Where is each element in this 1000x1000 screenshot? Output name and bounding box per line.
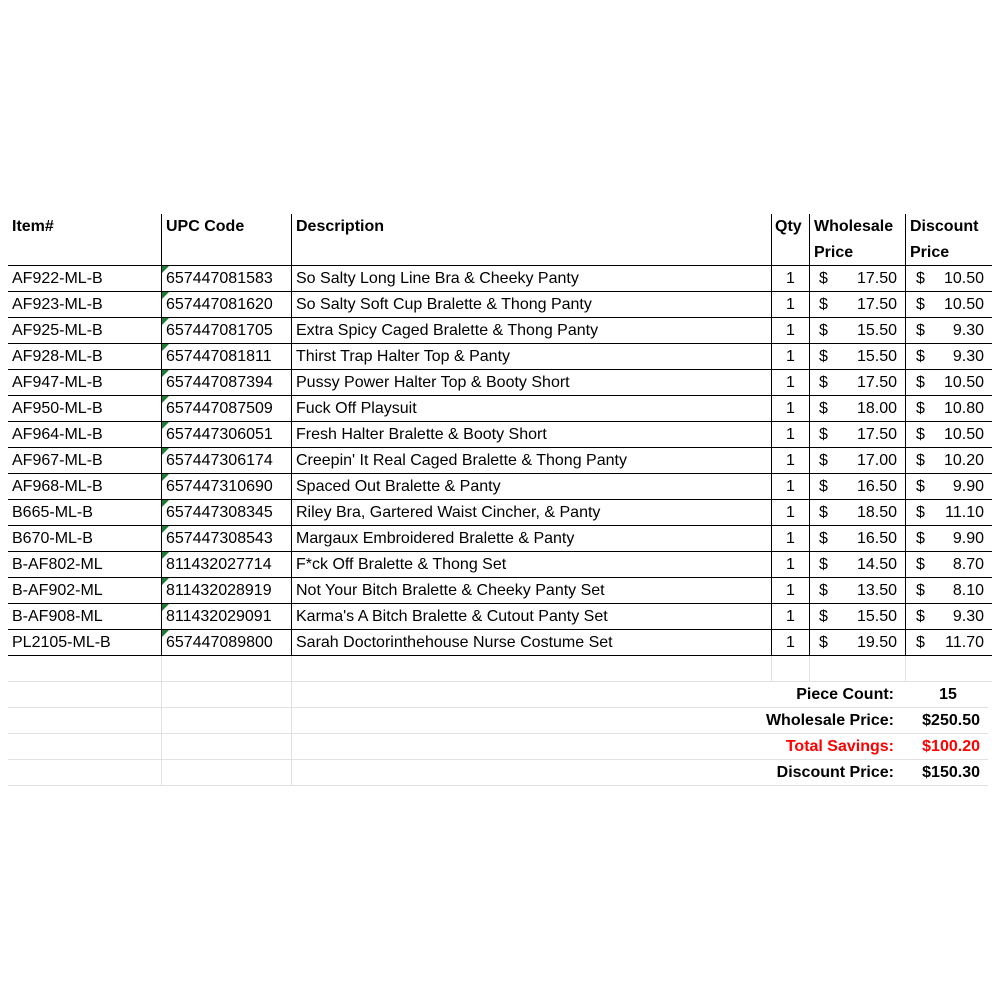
description-cell[interactable]: So Salty Soft Cup Bralette & Thong Panty: [292, 292, 772, 317]
qty-cell[interactable]: 1: [772, 526, 810, 551]
comment-indicator-icon: [162, 292, 169, 299]
wholesale-price-value: 13.50: [856, 582, 897, 599]
summary-label: Piece Count:: [292, 682, 902, 708]
blank-cell[interactable]: [8, 760, 162, 786]
blank-cell[interactable]: [906, 656, 992, 682]
currency-symbol: $: [916, 348, 925, 365]
item-number-cell[interactable]: AF925-ML-B: [8, 318, 162, 343]
description-cell[interactable]: So Salty Long Line Bra & Cheeky Panty: [292, 266, 772, 291]
summary-row: [8, 760, 992, 786]
blank-cell[interactable]: [292, 656, 772, 682]
item-number-cell[interactable]: AF968-ML-B: [8, 474, 162, 499]
item-number-cell[interactable]: AF947-ML-B: [8, 370, 162, 395]
wholesale-price-value: 18.50: [856, 504, 897, 521]
upc-code-cell[interactable]: [162, 266, 292, 291]
upc-code-text: 657447089800: [166, 634, 273, 651]
upc-code-cell[interactable]: [162, 604, 292, 629]
wholesale-price-value: 17.50: [856, 374, 897, 391]
qty-cell[interactable]: 1: [772, 474, 810, 499]
wholesale-price-value: 18.00: [856, 400, 897, 417]
upc-code-text: 657447081705: [166, 322, 273, 339]
discount-price-cell[interactable]: [906, 370, 992, 395]
wholesale-price-cell[interactable]: [810, 344, 906, 369]
currency-symbol: $: [916, 582, 925, 599]
upc-code-cell[interactable]: [162, 318, 292, 343]
wholesale-price-value: 15.50: [856, 608, 897, 625]
blank-cell[interactable]: [8, 708, 162, 734]
currency-symbol: $: [916, 322, 925, 339]
comment-indicator-icon: [162, 552, 169, 559]
discount-price-value: 10.50: [943, 426, 984, 443]
upc-code-text: 657447308543: [166, 530, 273, 547]
currency-symbol: $: [819, 426, 828, 443]
description-cell[interactable]: Spaced Out Bralette & Panty: [292, 474, 772, 499]
description-cell[interactable]: Riley Bra, Gartered Waist Cincher, & Panty: [292, 500, 772, 525]
blank-cell[interactable]: [772, 656, 810, 682]
description-cell[interactable]: Sarah Doctorinthehouse Nurse Costume Set: [292, 630, 772, 655]
summary-label: Discount Price:: [292, 760, 902, 786]
comment-indicator-icon: [162, 344, 169, 351]
comment-indicator-icon: [162, 396, 169, 403]
wholesale-price-value: 17.50: [856, 296, 897, 313]
currency-symbol: $: [916, 530, 925, 547]
description-cell[interactable]: Creepin' It Real Caged Bralette & Thong Panty: [292, 448, 772, 473]
table-row: [8, 344, 992, 370]
wholesale-price-cell[interactable]: [810, 370, 906, 395]
wholesale-price-cell[interactable]: [810, 448, 906, 473]
upc-code-cell[interactable]: [162, 552, 292, 577]
wholesale-price-cell[interactable]: [810, 552, 906, 577]
table-row: [8, 578, 992, 604]
blank-cell[interactable]: [162, 656, 292, 682]
currency-symbol: $: [916, 296, 925, 313]
currency-symbol: $: [819, 582, 828, 599]
table-row: [8, 500, 992, 526]
item-number-cell[interactable]: AF922-ML-B: [8, 266, 162, 291]
table-row: [8, 292, 992, 318]
header-upc[interactable]: UPC Code: [162, 214, 292, 265]
blank-cell[interactable]: [162, 760, 292, 786]
currency-symbol: $: [819, 634, 828, 651]
wholesale-price-cell[interactable]: [810, 474, 906, 499]
summary-row: [8, 734, 992, 760]
summary-section: [8, 682, 992, 786]
table-row: [8, 422, 992, 448]
currency-symbol: $: [916, 270, 925, 287]
discount-price-value: 9.30: [952, 608, 984, 625]
blank-cell[interactable]: [8, 682, 162, 708]
summary-label: Wholesale Price:: [292, 708, 902, 734]
qty-cell[interactable]: 1: [772, 630, 810, 655]
table-row: [8, 448, 992, 474]
header-item[interactable]: Item#: [8, 214, 162, 265]
wholesale-price-value: 19.50: [856, 634, 897, 651]
discount-price-value: 8.10: [952, 582, 984, 599]
qty-cell[interactable]: 1: [772, 266, 810, 291]
item-number-cell[interactable]: B-AF908-ML: [8, 604, 162, 629]
currency-symbol: $: [916, 374, 925, 391]
discount-price-cell[interactable]: [906, 630, 992, 655]
summary-value[interactable]: $250.50: [902, 708, 988, 734]
currency-symbol: $: [819, 322, 828, 339]
upc-code-text: 657447306174: [166, 452, 273, 469]
discount-price-cell[interactable]: [906, 292, 992, 317]
wholesale-price-cell[interactable]: [810, 578, 906, 603]
currency-symbol: $: [819, 452, 828, 469]
wholesale-price-cell[interactable]: [810, 500, 906, 525]
wholesale-price-value: 15.50: [856, 348, 897, 365]
wholesale-price-value: 17.50: [856, 270, 897, 287]
description-cell[interactable]: Margaux Embroidered Bralette & Panty: [292, 526, 772, 551]
discount-price-cell[interactable]: [906, 552, 992, 577]
upc-code-cell[interactable]: [162, 292, 292, 317]
blank-cell[interactable]: [162, 682, 292, 708]
comment-indicator-icon: [162, 630, 169, 637]
discount-price-value: 10.50: [943, 374, 984, 391]
qty-cell[interactable]: 1: [772, 422, 810, 447]
discount-price-cell[interactable]: [906, 578, 992, 603]
comment-indicator-icon: [162, 370, 169, 377]
currency-symbol: $: [916, 504, 925, 521]
item-number-cell[interactable]: AF923-ML-B: [8, 292, 162, 317]
currency-symbol: $: [916, 426, 925, 443]
upc-code-cell[interactable]: [162, 370, 292, 395]
comment-indicator-icon: [162, 604, 169, 611]
discount-price-cell[interactable]: [906, 344, 992, 369]
discount-price-value: 11.70: [945, 634, 984, 651]
qty-cell[interactable]: 1: [772, 292, 810, 317]
table-row: [8, 370, 992, 396]
upc-code-text: 657447306051: [166, 426, 273, 443]
summary-label: Total Savings:: [292, 734, 902, 760]
description-cell[interactable]: Fresh Halter Bralette & Booty Short: [292, 422, 772, 447]
currency-symbol: $: [819, 270, 828, 287]
comment-indicator-icon: [162, 422, 169, 429]
upc-code-cell[interactable]: [162, 344, 292, 369]
summary-row: [8, 682, 992, 708]
currency-symbol: $: [916, 608, 925, 625]
wholesale-price-cell[interactable]: [810, 422, 906, 447]
data-rows: [8, 266, 992, 656]
currency-symbol: $: [819, 530, 828, 547]
wholesale-price-value: 17.00: [856, 452, 897, 469]
discount-price-value: 8.70: [952, 556, 984, 573]
blank-cell[interactable]: [162, 734, 292, 760]
discount-price-value: 9.90: [952, 478, 984, 495]
description-cell[interactable]: Extra Spicy Caged Bralette & Thong Panty: [292, 318, 772, 343]
upc-code-text: 657447081620: [166, 296, 273, 313]
table-row: [8, 552, 992, 578]
qty-cell[interactable]: 1: [772, 552, 810, 577]
wholesale-price-cell[interactable]: [810, 292, 906, 317]
header-description[interactable]: Description: [292, 214, 772, 265]
summary-row: [8, 708, 992, 734]
blank-cell[interactable]: [162, 708, 292, 734]
header-discount-price[interactable]: Discount Price: [910, 218, 979, 261]
currency-symbol: $: [916, 400, 925, 417]
description-cell[interactable]: Not Your Bitch Bralette & Cheeky Panty Set: [292, 578, 772, 603]
discount-price-value: 10.50: [943, 270, 984, 287]
upc-code-cell[interactable]: [162, 396, 292, 421]
qty-cell[interactable]: 1: [772, 578, 810, 603]
table-row: [8, 630, 992, 656]
item-number-cell[interactable]: PL2105-ML-B: [8, 630, 162, 655]
qty-cell[interactable]: 1: [772, 370, 810, 395]
currency-symbol: $: [819, 478, 828, 495]
qty-cell[interactable]: 1: [772, 448, 810, 473]
currency-symbol: $: [819, 348, 828, 365]
wholesale-price-value: 16.50: [856, 530, 897, 547]
qty-cell[interactable]: 1: [772, 500, 810, 525]
wholesale-price-value: 16.50: [856, 478, 897, 495]
discount-price-value: 9.30: [952, 322, 984, 339]
description-cell[interactable]: F*ck Off Bralette & Thong Set: [292, 552, 772, 577]
summary-value[interactable]: 15: [902, 682, 988, 708]
discount-price-cell[interactable]: [906, 604, 992, 629]
item-number-cell[interactable]: AF950-ML-B: [8, 396, 162, 421]
summary-value[interactable]: $150.30: [902, 760, 988, 786]
description-cell[interactable]: Fuck Off Playsuit: [292, 396, 772, 421]
currency-symbol: $: [916, 452, 925, 469]
blank-cell[interactable]: [810, 656, 906, 682]
item-number-cell[interactable]: B-AF902-ML: [8, 578, 162, 603]
currency-symbol: $: [916, 634, 925, 651]
item-number-cell[interactable]: B670-ML-B: [8, 526, 162, 551]
discount-price-cell[interactable]: [906, 422, 992, 447]
comment-indicator-icon: [162, 526, 169, 533]
summary-value[interactable]: $100.20: [902, 734, 988, 760]
discount-price-value: 9.90: [952, 530, 984, 547]
currency-symbol: $: [819, 296, 828, 313]
item-number-cell[interactable]: AF967-ML-B: [8, 448, 162, 473]
comment-indicator-icon: [162, 318, 169, 325]
upc-code-text: 811432029091: [166, 608, 272, 625]
table-row: [8, 266, 992, 292]
wholesale-price-cell[interactable]: [810, 266, 906, 291]
comment-indicator-icon: [162, 578, 169, 585]
blank-cell[interactable]: [8, 656, 162, 682]
item-number-cell[interactable]: B-AF802-ML: [8, 552, 162, 577]
upc-code-text: 657447081811: [166, 348, 272, 365]
upc-code-text: 657447087394: [166, 374, 273, 391]
discount-price-value: 10.50: [943, 296, 984, 313]
discount-price-value: 10.80: [943, 400, 984, 417]
comment-indicator-icon: [162, 448, 169, 455]
upc-code-cell[interactable]: [162, 448, 292, 473]
discount-price-value: 9.30: [952, 348, 984, 365]
discount-price-cell[interactable]: [906, 526, 992, 551]
discount-price-cell[interactable]: [906, 500, 992, 525]
table-row: [8, 604, 992, 630]
upc-code-text: 657447310690: [166, 478, 273, 495]
discount-price-cell[interactable]: [906, 474, 992, 499]
qty-cell[interactable]: 1: [772, 604, 810, 629]
blank-cell[interactable]: [8, 734, 162, 760]
currency-symbol: $: [819, 556, 828, 573]
item-number-cell[interactable]: B665-ML-B: [8, 500, 162, 525]
qty-cell[interactable]: 1: [772, 344, 810, 369]
upc-code-cell[interactable]: [162, 630, 292, 655]
discount-price-cell[interactable]: [906, 318, 992, 343]
upc-code-text: 657447308345: [166, 504, 273, 521]
currency-symbol: $: [916, 556, 925, 573]
wholesale-price-value: 15.50: [856, 322, 897, 339]
upc-code-cell[interactable]: [162, 474, 292, 499]
item-number-cell[interactable]: AF964-ML-B: [8, 422, 162, 447]
description-cell[interactable]: Karma's A Bitch Bralette & Cutout Panty Set: [292, 604, 772, 629]
order-spreadsheet: [8, 214, 992, 786]
currency-symbol: $: [819, 504, 828, 521]
qty-cell[interactable]: 1: [772, 396, 810, 421]
upc-code-text: 811432028919: [166, 582, 272, 599]
table-row: [8, 526, 992, 552]
currency-symbol: $: [819, 608, 828, 625]
discount-price-value: 11.10: [945, 504, 984, 521]
wholesale-price-cell[interactable]: [810, 526, 906, 551]
wholesale-price-cell[interactable]: [810, 604, 906, 629]
comment-indicator-icon: [162, 266, 169, 273]
currency-symbol: $: [819, 374, 828, 391]
item-number-cell[interactable]: AF928-ML-B: [8, 344, 162, 369]
wholesale-price-cell[interactable]: [810, 396, 906, 421]
description-cell[interactable]: Thirst Trap Halter Top & Panty: [292, 344, 772, 369]
table-row: [8, 318, 992, 344]
wholesale-price-value: 14.50: [856, 556, 897, 573]
table-row: [8, 474, 992, 500]
upc-code-text: 811432027714: [166, 556, 272, 573]
comment-indicator-icon: [162, 474, 169, 481]
wholesale-price-cell[interactable]: [810, 630, 906, 655]
discount-price-cell[interactable]: [906, 448, 992, 473]
upc-code-cell[interactable]: [162, 422, 292, 447]
description-cell[interactable]: Pussy Power Halter Top & Booty Short: [292, 370, 772, 395]
wholesale-price-value: 17.50: [856, 426, 897, 443]
currency-symbol: $: [916, 478, 925, 495]
qty-cell[interactable]: 1: [772, 318, 810, 343]
upc-code-cell[interactable]: [162, 578, 292, 603]
comment-indicator-icon: [162, 500, 169, 507]
upc-code-text: 657447081583: [166, 270, 273, 287]
discount-price-value: 10.20: [943, 452, 984, 469]
header-row: [8, 214, 992, 266]
currency-symbol: $: [819, 400, 828, 417]
upc-code-cell[interactable]: [162, 526, 292, 551]
upc-code-cell[interactable]: [162, 500, 292, 525]
discount-price-cell[interactable]: [906, 396, 992, 421]
blank-row: [8, 656, 992, 682]
header-wholesale-price[interactable]: Wholesale Price: [810, 214, 906, 265]
discount-price-cell[interactable]: [906, 266, 992, 291]
upc-code-text: 657447087509: [166, 400, 273, 417]
table-row: [8, 396, 992, 422]
wholesale-price-cell[interactable]: [810, 318, 906, 343]
header-qty[interactable]: Qty: [772, 214, 810, 265]
